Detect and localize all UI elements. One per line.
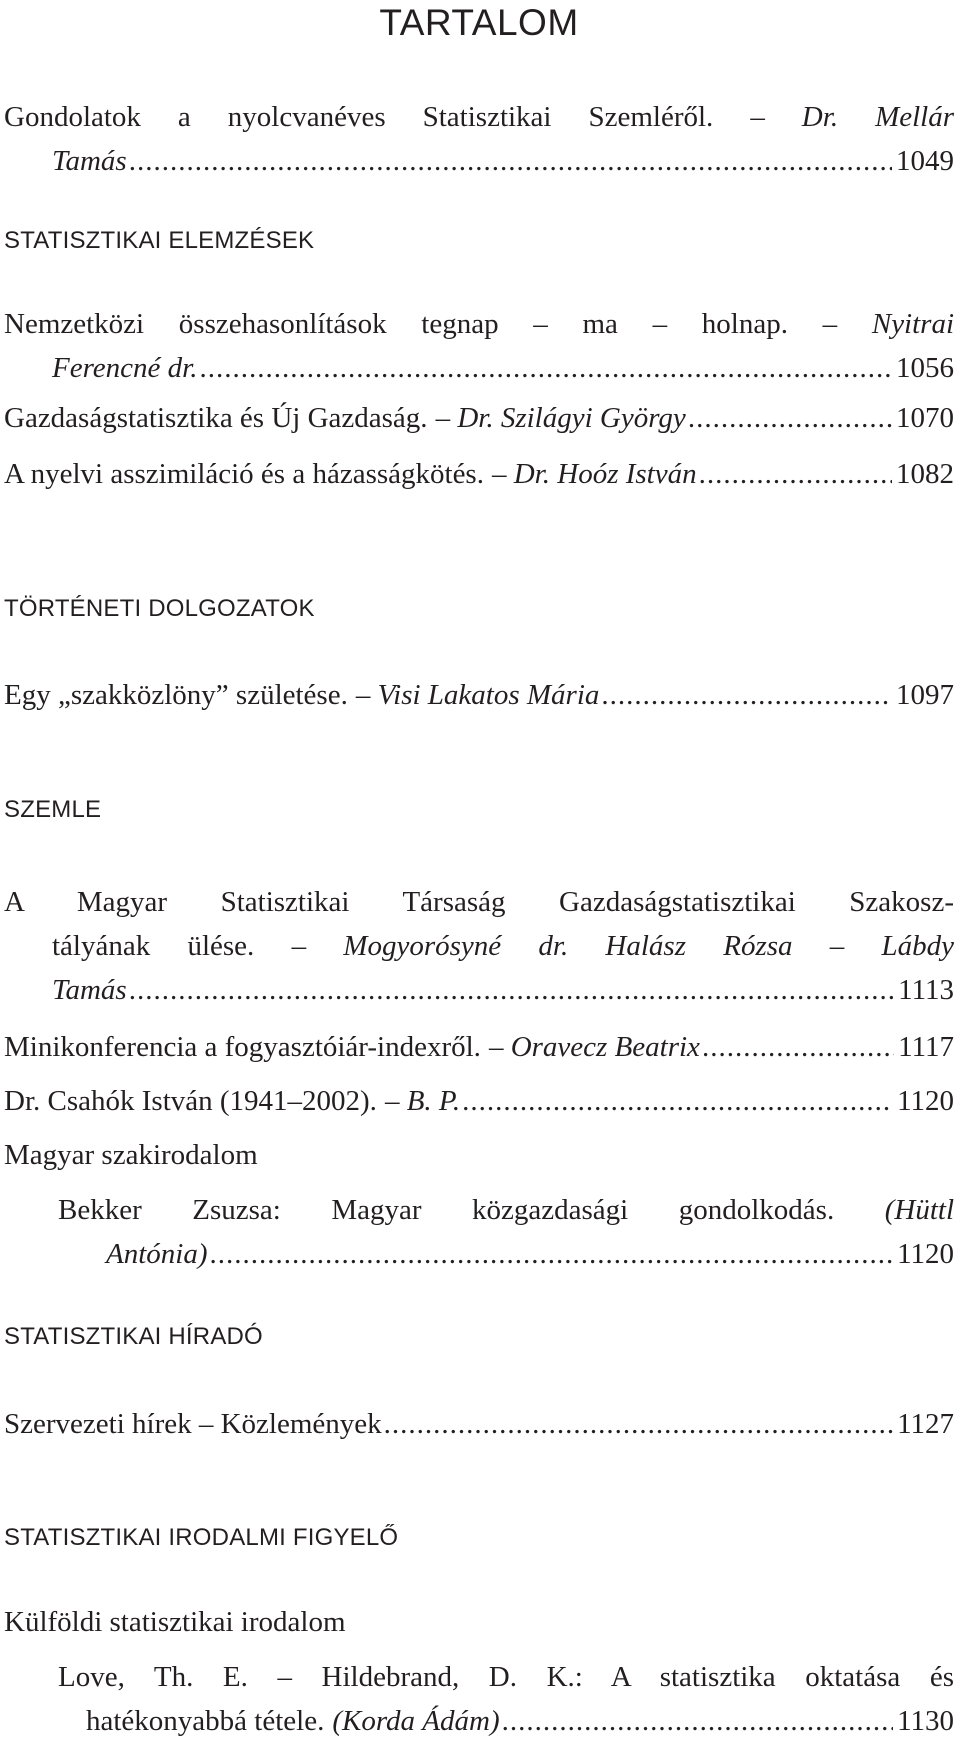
page-number: 1127 <box>897 1408 954 1440</box>
toc-entry-line <box>4 1025 954 1069</box>
entry-title: Gazdaságstatisztika és Új Gazdaság. <box>4 402 428 434</box>
entry-author: (Korda Ádám) <box>332 1705 500 1737</box>
entry-title: Gondolatok a nyolcvanéves Statisztikai Szemléről. <box>4 101 714 133</box>
toc-entry-line <box>4 396 954 440</box>
dot-leader <box>702 1025 894 1069</box>
dot-leader <box>462 1079 893 1123</box>
toc-entry-line <box>4 95 954 139</box>
page-number: 1117 <box>898 1031 954 1063</box>
section-heading: STATISZTIKAI ELEMZÉSEK <box>4 227 315 254</box>
toc-entry-line <box>4 968 954 1012</box>
toc-entry-mellar[interactable] <box>4 95 954 183</box>
page-number: 1049 <box>896 145 954 177</box>
entry-title: Minikonferencia a fogyasztóiár-indexről. <box>4 1031 481 1063</box>
toc-entry-nyitrai[interactable] <box>4 302 954 390</box>
entry-author: – Visi Lakatos Mária <box>355 679 600 711</box>
entry-title: Bekker Zsuzsa: Magyar közgazdasági gondolkodás. <box>58 1194 835 1226</box>
entry-author: – Oravecz Beatrix <box>488 1031 700 1063</box>
toc-entry-visi[interactable] <box>4 673 954 717</box>
dot-leader <box>210 1232 894 1276</box>
dot-leader <box>129 139 892 183</box>
entry-title: Szervezeti hírek – Közlemények <box>4 1408 382 1440</box>
subsection-heading: Magyar szakirodalom <box>4 1139 258 1171</box>
toc-entry-oravecz[interactable] <box>4 1025 954 1069</box>
toc-entry-line <box>58 1232 954 1276</box>
entry-author: (Hüttl <box>884 1194 955 1226</box>
dot-leader <box>129 968 894 1012</box>
toc-entry-line <box>58 1655 954 1699</box>
toc-entry-line <box>4 1079 954 1123</box>
toc-entry-hooz[interactable] <box>4 452 954 496</box>
entry-author: – Dr. Szilágyi György <box>435 402 686 434</box>
toc-entry-line <box>4 452 954 496</box>
dot-leader <box>199 346 892 390</box>
dot-leader <box>601 673 892 717</box>
section-heading: SZEMLE <box>4 796 102 823</box>
dot-leader <box>688 396 892 440</box>
toc-entry-line <box>4 139 954 183</box>
entry-title: hatékonyabbá tétele. <box>86 1705 325 1737</box>
page-number: 1113 <box>898 974 954 1006</box>
page-number: 1120 <box>897 1238 954 1270</box>
page-number: 1120 <box>897 1085 954 1117</box>
section-heading: TÖRTÉNETI DOLGOZATOK <box>4 595 315 622</box>
toc-entry-line <box>58 1699 954 1743</box>
entry-title: A Magyar Statisztikai Társaság Gazdaságstatisztikai Szakosz- <box>4 886 954 918</box>
page-number: 1070 <box>896 402 954 434</box>
toc-entry-line <box>4 346 954 390</box>
entry-title: Dr. Csahók István (1941–2002). <box>4 1085 377 1117</box>
entry-author: – Dr. Hoóz István <box>491 458 697 490</box>
toc-entry-line <box>4 673 954 717</box>
toc-page <box>4 0 954 1756</box>
entry-title: Egy „szakközlöny” születése. <box>4 679 348 711</box>
entry-title: Nemzetközi összehasonlítások tegnap – ma – holnap. <box>4 308 788 340</box>
toc-entry-line <box>4 924 954 968</box>
entry-author: Antónia) <box>106 1238 208 1270</box>
page-number: 1130 <box>897 1705 954 1737</box>
entry-author: Ferencné dr. <box>52 352 198 384</box>
dot-leader <box>502 1699 893 1743</box>
toc-entry-line <box>4 1402 954 1446</box>
toc-entry-mogyorosyne[interactable] <box>4 880 954 1012</box>
toc-entry-line <box>4 302 954 346</box>
toc-entry-csahok[interactable] <box>4 1079 954 1123</box>
entry-author: Tamás <box>52 974 127 1006</box>
toc-entry-szilagyi[interactable] <box>4 396 954 440</box>
entry-author: – Nyitrai <box>822 308 955 340</box>
entry-title: tályának ülése. <box>52 930 255 962</box>
page-number: 1097 <box>896 679 954 711</box>
dot-leader <box>384 1402 893 1446</box>
toc-entry-love[interactable] <box>58 1655 954 1743</box>
section-heading: STATISZTIKAI IRODALMI FIGYELŐ <box>4 1524 399 1551</box>
page-title: TARTALOM <box>379 2 579 43</box>
entry-author: Tamás <box>52 145 127 177</box>
subsection-heading: Külföldi statisztikai irodalom <box>4 1606 346 1638</box>
dot-leader <box>699 452 892 496</box>
toc-entry-line <box>58 1188 954 1232</box>
section-heading: STATISZTIKAI HÍRADÓ <box>4 1323 263 1350</box>
page-number: 1056 <box>896 352 954 384</box>
entry-title: Love, Th. E. – Hildebrand, D. K.: A statisztika oktatása és <box>58 1661 954 1693</box>
entry-title: A nyelvi asszimiláció és a házasságkötés. <box>4 458 484 490</box>
page-number: 1082 <box>896 458 954 490</box>
entry-author: – Mogyorósyné dr. Halász Rózsa – Lábdy <box>291 930 955 962</box>
toc-entry-bekker[interactable] <box>58 1188 954 1276</box>
toc-entry-line <box>4 880 954 924</box>
toc-entry-szervezeti[interactable] <box>4 1402 954 1446</box>
entry-author: – B. P. <box>384 1085 461 1117</box>
entry-author: – Dr. Mellár <box>750 101 954 133</box>
